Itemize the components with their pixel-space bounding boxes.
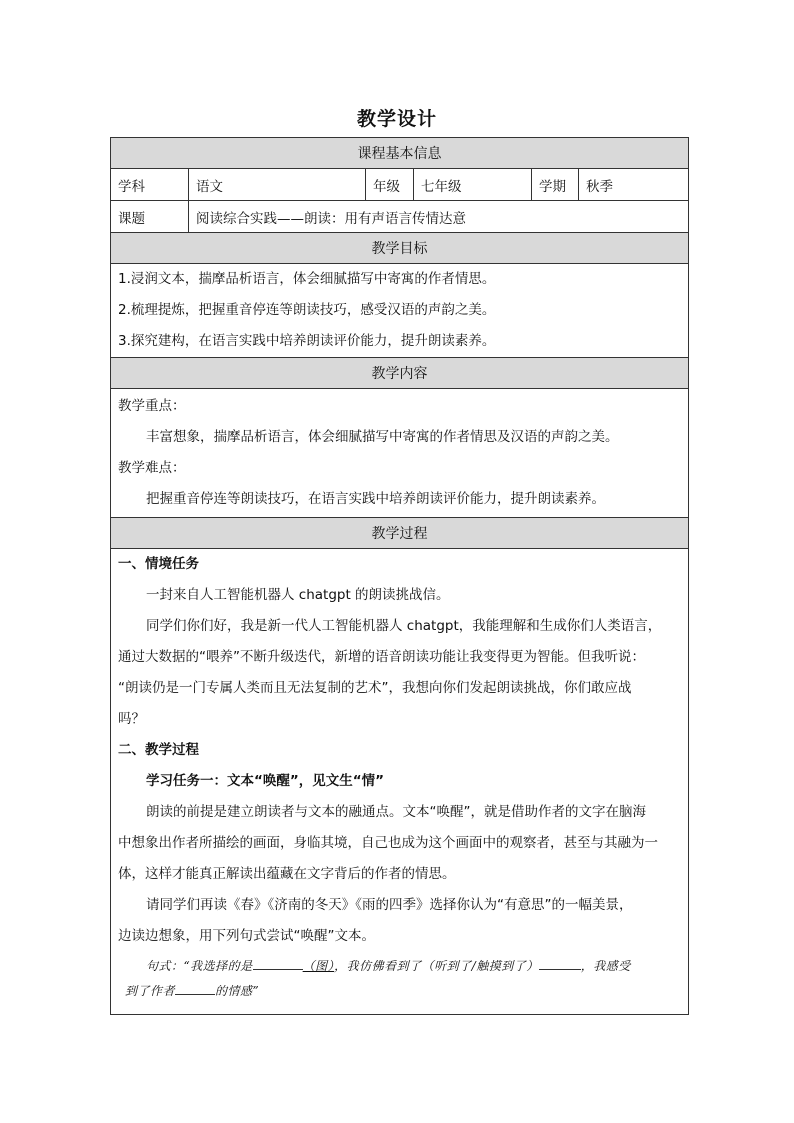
sentence-pattern-text: 句式：“我选择的是 <box>146 959 253 973</box>
process-paragraph-line: 体，这样才能真正解读出蕴藏在文字背后的作者的情思。 <box>118 866 456 882</box>
process-block <box>111 549 689 1015</box>
process-paragraph-line: 吗？ <box>118 711 145 727</box>
process-paragraph-line: 请同学们再读《春》《济南的冬天》《雨的四季》选择你认为“有意思”的一幅美景， <box>146 897 633 913</box>
section-header-process: 教学过程 <box>111 518 689 549</box>
section-basic-info <box>111 138 689 169</box>
info-row <box>111 169 689 201</box>
section-header-objectives: 教学目标 <box>111 233 689 264</box>
process-section-title: 二、教学过程 <box>118 742 199 758</box>
objectives-block <box>111 264 689 358</box>
objective-item: 1.浸润文本，揣摩品析语言，体会细腻描写中寄寓的作者情思。 <box>118 271 496 287</box>
process-paragraph-line: 中想象出作者所描绘的画面，身临其境，自己也成为这个画面中的观察者，甚至与其融为一 <box>118 835 658 851</box>
sentence-pattern-text: ，我感受 <box>580 959 631 973</box>
term-label: 学期 <box>532 169 579 201</box>
difficult-points-label: 教学难点： <box>118 460 186 476</box>
sentence-pattern <box>118 977 681 1006</box>
sentence-pattern-text: ，我仿佛看到了（听到了/触摸到了） <box>334 959 539 973</box>
learning-task-title: 学习任务一：文本“唤醒”，见文生“情” <box>146 773 384 789</box>
sentence-pattern-text: 的情感” <box>215 984 260 998</box>
fill-blank <box>539 956 581 970</box>
topic-row <box>111 201 689 233</box>
section-process <box>111 518 689 549</box>
grade-label: 年级 <box>366 169 414 201</box>
objective-item: 2.梳理提炼，把握重音停连等朗读技巧，感受汉语的声韵之美。 <box>118 302 496 318</box>
sentence-pattern-text: （图） <box>302 959 335 973</box>
content-block <box>111 389 689 518</box>
process-paragraph-line: “朗读仍是一门专属人类而且无法复制的艺术”，我想向你们发起朗读挑战，你们敢应战 <box>118 680 632 696</box>
sentence-pattern-text: 到了作者 <box>125 984 176 998</box>
key-points-label: 教学重点： <box>118 398 186 414</box>
fill-blank <box>175 981 215 995</box>
process-paragraph-line: 同学们你们好，我是新一代人工智能机器人 chatgpt，我能理解和生成你们人类语言， <box>146 618 662 634</box>
objectives-row <box>111 264 689 358</box>
process-paragraph: 一封来自人工智能机器人 chatgpt 的朗读挑战信。 <box>146 587 450 603</box>
process-section-title: 一、情境任务 <box>118 556 199 572</box>
grade-value: 七年级 <box>414 169 532 201</box>
difficult-points-text: 把握重音停连等朗读技巧，在语言实践中培养朗读评价能力，提升朗读素养。 <box>146 491 605 507</box>
term-value: 秋季 <box>579 169 689 201</box>
process-paragraph-line: 朗读的前提是建立朗读者与文本的融通点。文本“唤醒”，就是借助作者的文字在脑海 <box>146 804 646 820</box>
content-row <box>111 389 689 518</box>
subject-value: 语文 <box>189 169 366 201</box>
section-objectives <box>111 233 689 264</box>
section-header-content: 教学内容 <box>111 358 689 389</box>
objective-item: 3.探究建构，在语言实践中培养朗读评价能力，提升朗读素养。 <box>118 333 496 349</box>
key-points-text: 丰富想象，揣摩品析语言，体会细腻描写中寄寓的作者情思及汉语的声韵之美。 <box>146 429 619 445</box>
section-header-basic-info: 课程基本信息 <box>111 138 689 169</box>
section-content <box>111 358 689 389</box>
lesson-plan-table <box>110 137 689 1015</box>
process-paragraph-line: 通过大数据的“喂养”不断升级迭代，新增的语音朗读功能让我变得更为智能。但我听说： <box>118 649 645 665</box>
document-title: 教学设计 <box>356 108 437 130</box>
topic-value: 阅读综合实践——朗读：用有声语言传情达意 <box>189 201 689 233</box>
fill-blank <box>253 956 303 970</box>
topic-label: 课题 <box>111 201 189 233</box>
process-paragraph-line: 边读边想象，用下列句式尝试“唤醒”文本。 <box>118 928 375 944</box>
subject-label: 学科 <box>111 169 189 201</box>
process-row <box>111 549 689 1015</box>
